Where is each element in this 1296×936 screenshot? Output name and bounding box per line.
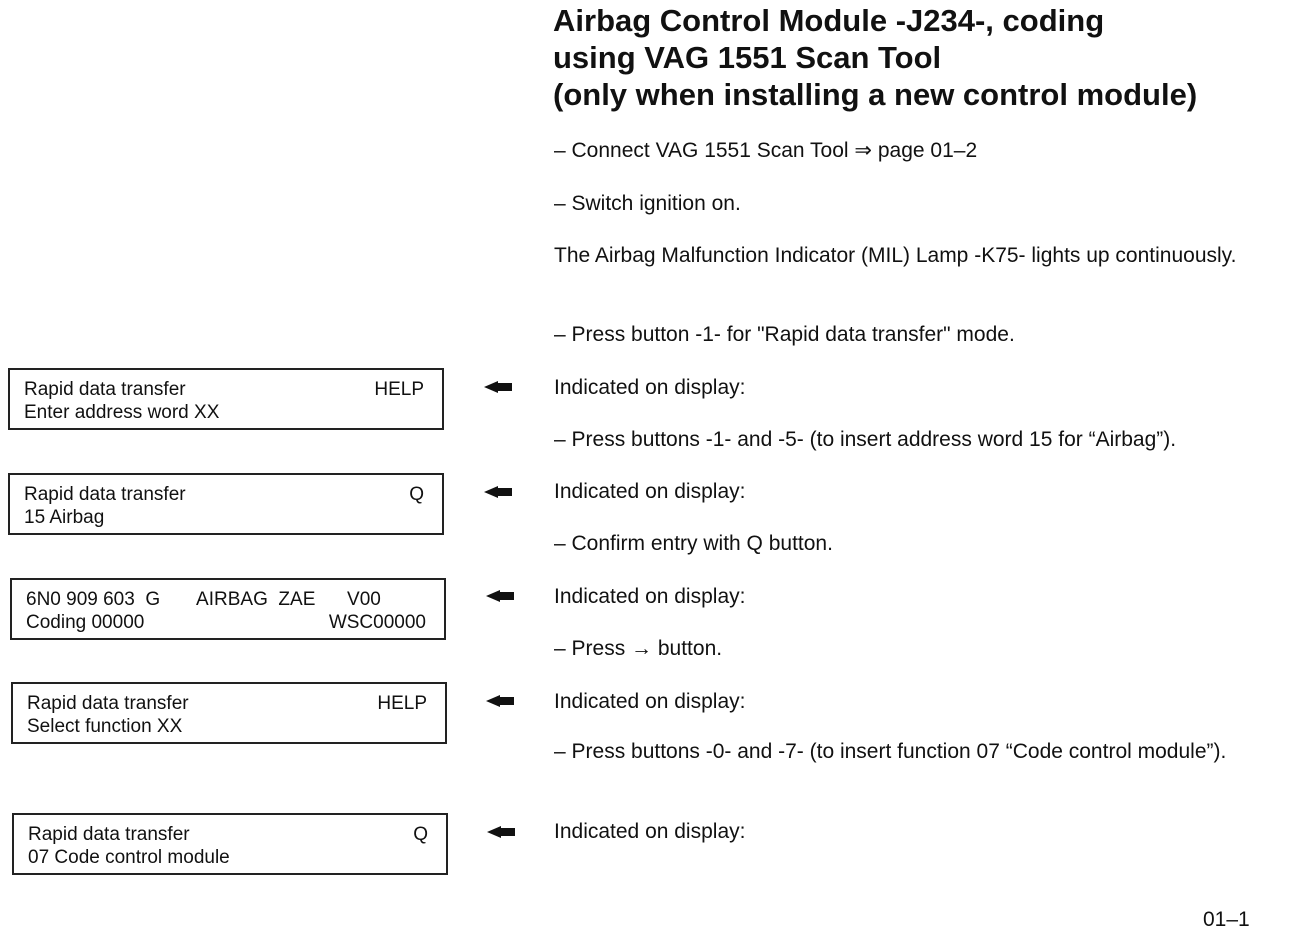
display-wsc: WSC00000 bbox=[328, 612, 426, 633]
display-line-2: Enter address word XX bbox=[24, 402, 220, 423]
step-press-1: – Press button -1- for "Rapid data transfer" mode. bbox=[554, 323, 1015, 346]
display-line-2: 15 Airbag bbox=[24, 507, 105, 528]
step-press-arrow: – Press → button. bbox=[554, 637, 723, 660]
indicated-on-display-3: Indicated on display: bbox=[554, 585, 746, 608]
title-line-1: Airbag Control Module -J234-, coding bbox=[553, 3, 1105, 38]
display-line-1: Rapid data transfer bbox=[28, 824, 190, 845]
pointer-icon bbox=[485, 822, 517, 842]
display-line-1: 6N0 909 603 G AIRBAG ZAE V00 bbox=[26, 589, 381, 610]
step-mil-note: The Airbag Malfunction Indicator (MIL) Lamp -K75- lights up continuously. bbox=[554, 244, 1237, 267]
title-line-3: (only when installing a new control module) bbox=[553, 77, 1198, 112]
indicated-on-display-5: Indicated on display: bbox=[554, 820, 746, 843]
page-title bbox=[553, 2, 1273, 113]
display-line-1: Rapid data transfer bbox=[27, 693, 189, 714]
step-connect-scan-tool: – Connect VAG 1551 Scan Tool ⇒ page 01–2 bbox=[554, 139, 978, 162]
display-line-2: 07 Code control module bbox=[28, 847, 230, 868]
title-line-2: using VAG 1551 Scan Tool bbox=[553, 40, 942, 75]
step-press-0-7: – Press buttons -0- and -7- (to insert function 07 “Code control module”). bbox=[554, 740, 1227, 763]
indicated-on-display-2: Indicated on display: bbox=[554, 480, 746, 503]
display-help: HELP bbox=[374, 379, 424, 400]
display-line-1: Rapid data transfer bbox=[24, 484, 186, 505]
display-q: Q bbox=[409, 484, 424, 505]
pointer-icon bbox=[482, 482, 514, 502]
page-number: 01–1 bbox=[1203, 908, 1250, 931]
scan-tool-display-3 bbox=[10, 578, 446, 640]
scan-tool-display-5 bbox=[12, 813, 448, 875]
scan-tool-display-2 bbox=[8, 473, 444, 535]
scan-tool-display-4 bbox=[11, 682, 447, 744]
pointer-icon bbox=[484, 586, 516, 606]
display-line-2: Coding 00000 bbox=[26, 612, 145, 633]
display-q: Q bbox=[413, 824, 428, 845]
scan-tool-display-1 bbox=[8, 368, 444, 430]
display-help: HELP bbox=[377, 693, 427, 714]
display-line-2: Select function XX bbox=[27, 716, 183, 737]
pointer-icon bbox=[482, 377, 514, 397]
display-line-1: Rapid data transfer bbox=[24, 379, 186, 400]
step-confirm-q: – Confirm entry with Q button. bbox=[554, 532, 833, 555]
step-switch-ignition: – Switch ignition on. bbox=[554, 192, 741, 215]
pointer-icon bbox=[484, 691, 516, 711]
step-press-1-5: – Press buttons -1- and -5- (to insert address word 15 for “Airbag”). bbox=[554, 428, 1177, 451]
indicated-on-display-4: Indicated on display: bbox=[554, 690, 746, 713]
indicated-on-display-1: Indicated on display: bbox=[554, 376, 746, 399]
